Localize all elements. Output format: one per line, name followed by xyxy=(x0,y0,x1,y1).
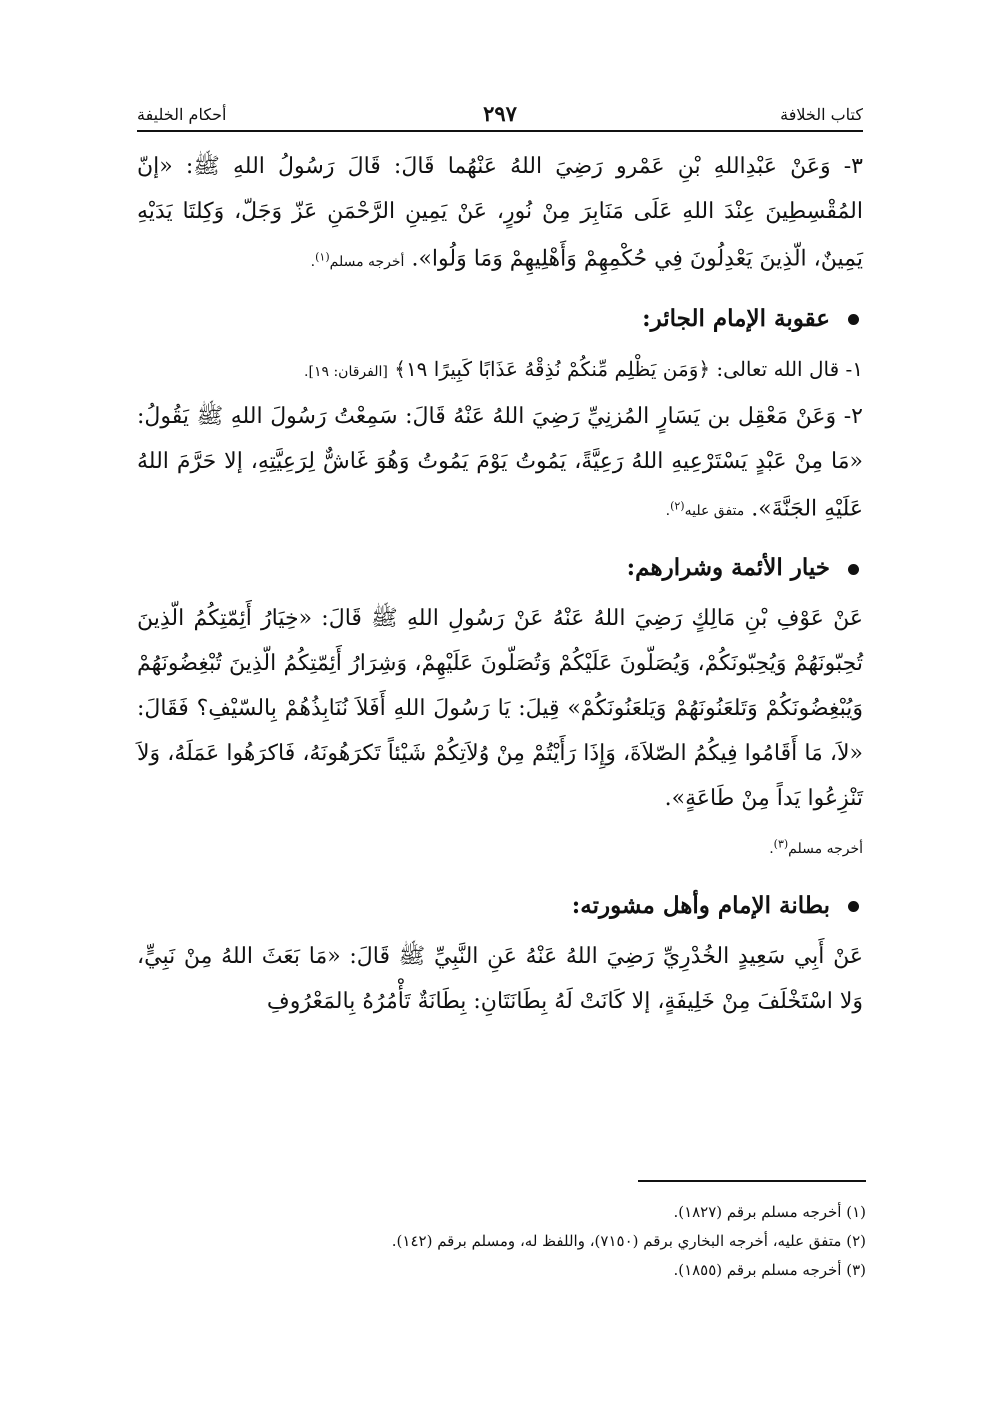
section-heading-unjust-imam: عقوبة الإمام الجائر: xyxy=(137,299,863,339)
section-heading-advisors: بطانة الإمام وأهل مشورته: xyxy=(137,886,863,926)
book-title: كتاب الخلافة xyxy=(780,105,863,124)
bullet-icon xyxy=(848,901,859,912)
hadith-3-source: أخرجه مسلم$^{(١)}$. xyxy=(310,250,405,270)
hadith-maqil-source: متفق عليه$^{(٢)}$. xyxy=(665,499,745,520)
quran-verse-text: ١- قال الله تعالى: ﴿وَمَن يَظْلِم مِّنكُمْ نُذِقْهُ عَذَابًا كَبِيرًا ١٩﴾ xyxy=(394,356,863,381)
hadith-abu-said-text: عَنْ أَبِي سَعِيدٍ الخُدْرِيِّ رَضِيَ اللهُ عَنْهُ عَنِ النَّبِيِّ ﷺ قَالَ: «مَا بَعَثَ اللهُ مِنْ نَبِيٍّ، وَلا اسْتَخْلَفَ مِنْ خَلِيفَةٍ، إلا كَانَتْ لَهُ بِطَانَتَانِ: بِطَانَةٌ تَأْمُرُهُ بِالمَعْرُوفِ xyxy=(137,943,863,1014)
quran-verse-reference: [الفرقان: ١٩]. xyxy=(304,363,388,380)
footnote-2: (٢) متفق عليه، أخرجه البخاري برقم (٧١٥٠)، واللفظ له، ومسلم برقم (١٤٢). xyxy=(391,1232,866,1250)
page-body xyxy=(137,144,863,1024)
hadith-maqil-text: ٢- وَعَنْ مَعْقِل بن يَسَارٍ المُزنِيِّ رَضِيَ اللهُ عَنْهُ قَالَ: سَمِعْتُ رَسُولَ اللهِ ﷺ يَقُولُ: «مَا مِنْ عَبْدٍ يَسْتَرْعِيهِ اللهُ رَعِيَّةً، يَمُوتُ يَوْمَ يَمُوتُ وَهُوَ غَاشٌّ لِرَعِيَّتِهِ، إلا حَرَّمَ اللهُ عَلَيْهِ الجَنَّةَ». xyxy=(137,403,863,522)
hadith-awf-source: أخرجه مسلم$^{(٣)}$. xyxy=(769,837,863,857)
footnote-1: (١) أخرجه مسلم برقم (١٨٢٧). xyxy=(673,1203,866,1221)
footnote-3: (٣) أخرجه مسلم برقم (١٨٥٥). xyxy=(673,1261,866,1279)
footnote-rule xyxy=(638,1180,866,1182)
section-heading-best-imams: خيار الأئمة وشرارهم: xyxy=(137,548,863,588)
hadith-awf xyxy=(137,596,863,872)
quran-verse xyxy=(137,347,863,394)
footnote-ref-2[interactable]: (٢) xyxy=(670,499,685,513)
bullet-icon xyxy=(848,564,859,575)
footnote-ref-3[interactable]: (٣) xyxy=(773,837,789,851)
hadith-awf-text: عَنْ عَوْفِ بْنِ مَالِكٍ رَضِيَ اللهُ عَنْهُ عَنْ رَسُولِ اللهِ ﷺ قَالَ: «خِيَارُ أَئِمّتِكُمُ الّذِينَ تُحِبّونَهُمْ وَيُحِبّونَكُمْ، وَيُصَلّونَ عَلَيْكُمْ وَتُصَلّونَ عَلَيْهِمْ، وَشِرَارُ أَئِمّتِكُمُ الّذِينَ تُبْغِضُونَهُمْ وَيُبْغِضُونَكُمْ وَتَلعَنُونَهُمْ وَيَلعَنُونَكُمْ» قِيلَ: يَا رَسُولَ اللهِ أَفَلاَ نُنَابِذُهُمْ بِالسّيْفِ؟ فَقَالَ: «لاَ، مَا أَقَامُوا فِيكُمُ الصّلاَةَ، وَإِذَا رَأَيْتُمْ مِنْ وُلاَتِكُمْ شَيْئاً تَكرَهُونَهُ، فَاكرَهُوا عَمَلَهُ، وَلاَ تَنْزِعُوا يَداً مِنْ طَاعَةٍ». xyxy=(137,606,863,812)
hadith-3 xyxy=(137,144,863,285)
hadith-3-text: ٣- وَعَنْ عَبْدِاللهِ بْنِ عَمْرو رَضِيَ اللهُ عَنْهُما قَالَ: قَالَ رَسُولُ اللهِ ﷺ: «إنّ المُقْسِطِينَ عِنْدَ اللهِ عَلَى مَنَابِرَ مِنْ نُورٍ، عَنْ يَمِينِ الرَّحْمَنِ عَزّ وَجَلّ، وَكِلتَا يَدَيْهِ يَمِينٌ، الّذِينَ يَعْدِلُونَ فِي حُكْمِهِمْ وَأَهْلِيهِمْ وَمَا وَلُوا». xyxy=(137,154,863,272)
hadith-maqil xyxy=(137,394,863,535)
bullet-icon xyxy=(848,314,859,325)
header-rule xyxy=(137,130,863,132)
footnote-ref-1[interactable]: (١) xyxy=(315,250,330,263)
footnotes xyxy=(140,1198,866,1285)
running-header xyxy=(137,96,863,130)
chapter-title: أحكام الخليفة xyxy=(137,105,227,124)
hadith-abu-said xyxy=(137,934,863,1024)
page-number: ٢٩٧ xyxy=(483,101,517,126)
